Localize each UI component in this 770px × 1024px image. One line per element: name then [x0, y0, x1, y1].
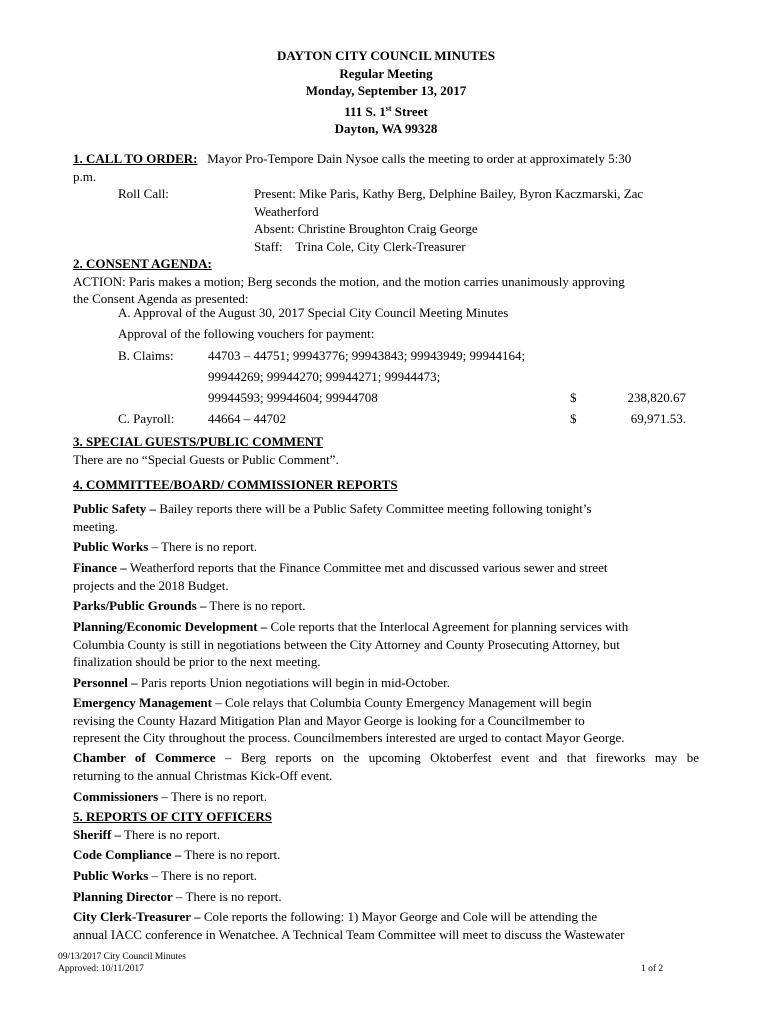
report-parks: Parks/Public Grounds – There is no report.	[73, 598, 306, 613]
report-personnel: Personnel – Paris reports Union negotiations will begin in mid-October.	[73, 675, 450, 690]
roll-call-present-cont: Weatherford	[254, 203, 319, 219]
city-officers-heading: 5. REPORTS OF CITY OFFICERS	[73, 809, 273, 824]
consent-agenda-section	[73, 255, 699, 308]
call-to-order-line: 1. CALL TO ORDER: Mayor Pro-Tempore Dain Nysoe calls the meeting to order at approximately 5:30	[73, 151, 632, 166]
document-title: DAYTON CITY COUNCIL MINUTES	[276, 48, 496, 63]
meeting-date: Monday, September 13, 2017	[305, 83, 467, 98]
call-to-order-heading: 1. CALL TO ORDER:	[73, 151, 198, 166]
special-guests-heading: 3. SPECIAL GUESTS/PUBLIC COMMENT	[73, 434, 323, 449]
city-officers-section	[73, 808, 699, 843]
payroll-amount: 69,971.53.	[630, 411, 686, 426]
consent-agenda-action-cont: the Consent Agenda as presented:	[73, 291, 249, 306]
special-guests-section	[73, 433, 699, 468]
report-public-works: Public Works – There is no report.	[73, 539, 258, 554]
officer-public-works: Public Works – There is no report.	[73, 868, 258, 883]
claims-line-1: 44703 – 44751; 99943776; 99943843; 99943949; 99944164;	[208, 348, 526, 363]
document-header	[73, 47, 699, 138]
meeting-city: Dayton, WA 99328	[334, 121, 438, 136]
vouchers-intro: Approval of the following vouchers for payment:	[118, 326, 375, 341]
claims-label: B. Claims:	[118, 348, 174, 363]
footer-doc-name: 09/13/2017 City Council Minutes	[58, 952, 186, 962]
roll-call-staff: Staff: Trina Cole, City Clerk-Treasurer	[254, 238, 466, 254]
payroll-currency: $	[570, 411, 577, 426]
consent-item-a: A. Approval of the August 30, 2017 Special City Council Meeting Minutes	[118, 305, 509, 320]
roll-call-label: Roll Call:	[118, 186, 169, 201]
claims-currency: $	[570, 390, 577, 405]
special-guests-text: There are no “Special Guests or Public Comment”.	[73, 451, 339, 467]
officer-sheriff: Sheriff – There is no report.	[73, 826, 221, 842]
report-commissioners: Commissioners – There is no report.	[73, 789, 268, 804]
claims-line-2: 99944269; 99944270; 99944271; 99944473;	[208, 369, 441, 384]
officer-code-compliance: Code Compliance – There is no report.	[73, 847, 281, 862]
payroll-range: 44664 – 44702	[208, 411, 286, 426]
call-to-order-cont: p.m.	[73, 168, 97, 184]
officer-planning-director: Planning Director – There is no report.	[73, 889, 282, 904]
report-chamber: Chamber of Commerce – Berg reports on the upcoming Oktoberfest event and that fireworks may be returning to the annual Christmas Kick-Off event.	[73, 750, 700, 783]
report-public-safety: Public Safety – Bailey reports there will be a Public Safety Committee meeting following tonight’s meeting.	[73, 501, 592, 534]
page-footer	[58, 952, 186, 975]
meeting-address: 111 S. 1st Street	[344, 103, 428, 119]
report-emergency: Emergency Management – Cole relays that Columbia County Emergency Management will begin revising the County Hazard Mitigation Plan and Mayor George is looking for a Councilmember to represent the City throughout the process. Councilmembers interested are urged to contact Mayor George.	[73, 695, 625, 745]
report-finance: Finance – Weatherford reports that the Finance Committee met and discussed various sewer and street projects and the 2018 Budget.	[73, 560, 608, 593]
committee-reports-heading: 4. COMMITTEE/BOARD/ COMMISSIONER REPORTS	[73, 477, 398, 492]
meeting-type: Regular Meeting	[339, 65, 433, 81]
footer-approved: Approved: 10/11/2017	[58, 963, 144, 974]
officer-clerk-treasurer: City Clerk-Treasurer – Cole reports the following: 1) Mayor George and Cole will be attending the annual IACC conference in Wenatchee. A Technical Team Committee will meet to discuss the Wastewater	[73, 909, 625, 942]
payroll-label: C. Payroll:	[118, 411, 175, 426]
claims-amount: 238,820.67	[627, 390, 686, 405]
roll-call-present: Present: Mike Paris, Kathy Berg, Delphine Bailey, Byron Kaczmarski, Zac	[254, 186, 644, 201]
roll-call-absent: Absent: Christine Broughton Craig George	[254, 221, 478, 236]
report-planning: Planning/Economic Development – Cole reports that the Interlocal Agreement for planning services with Columbia County is still in negotiations between the City Attorney and County Prosecuting Attorney, but finalization should be prior to the next meeting.	[73, 619, 629, 669]
call-to-order-section	[73, 150, 699, 185]
consent-agenda-action: ACTION: Paris makes a motion; Berg seconds the motion, and the motion carries unanimously approving	[73, 273, 625, 289]
page-number: 1 of 2	[641, 964, 664, 974]
consent-agenda-heading: 2. CONSENT AGENDA:	[73, 256, 212, 271]
committee-reports-heading-block	[73, 476, 699, 494]
claims-line-3: 99944593; 99944604; 99944708	[208, 390, 378, 405]
